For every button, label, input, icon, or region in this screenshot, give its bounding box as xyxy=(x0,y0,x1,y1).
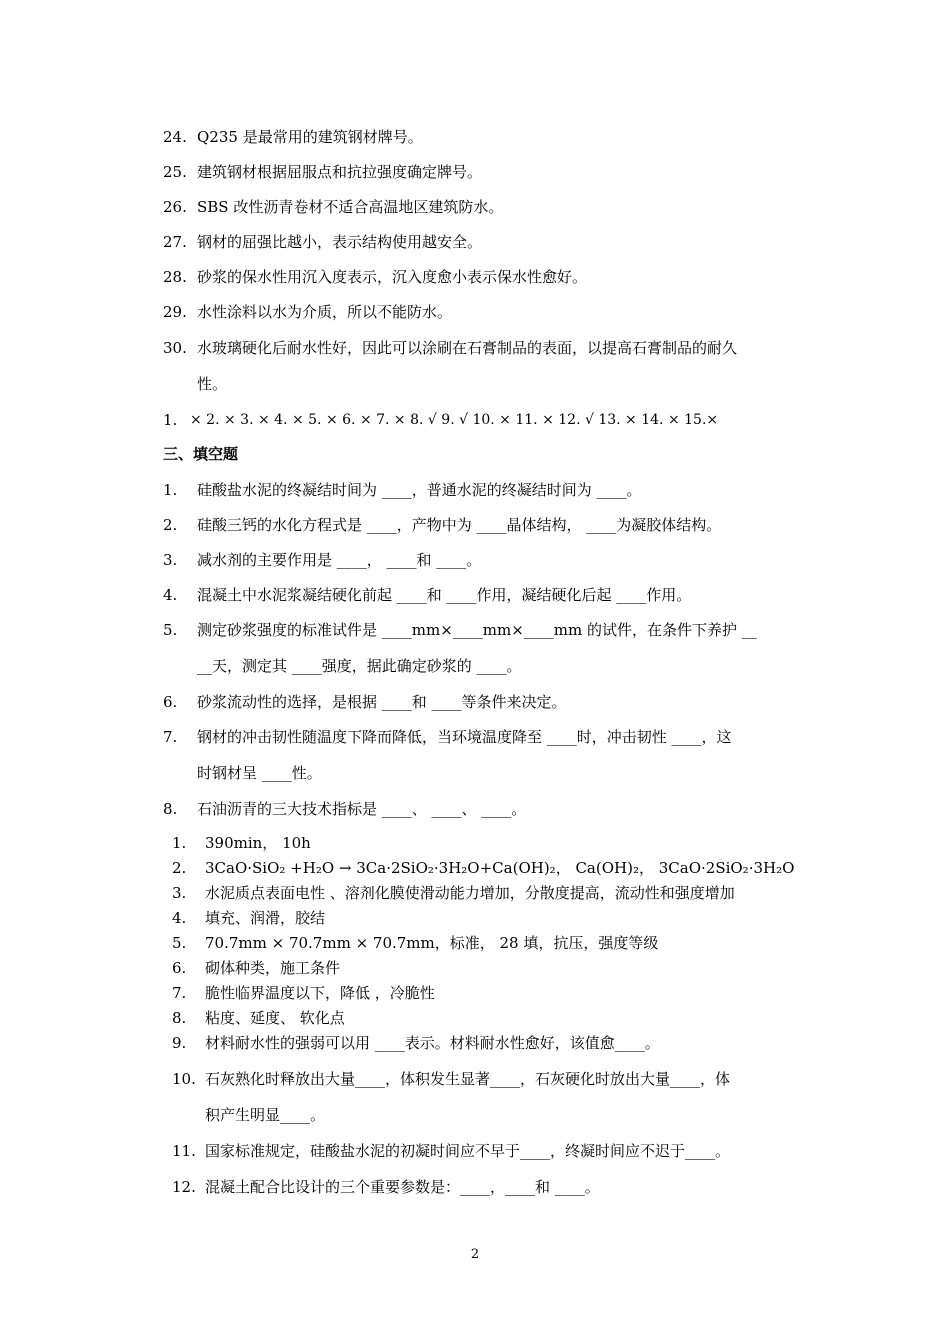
item-text: 减水剂的主要作用是 ____， ____和 ____。 xyxy=(197,551,482,569)
item-text: SBS 改性沥青卷材不适合高温地区建筑防水。 xyxy=(197,198,504,216)
item-number: 7. xyxy=(163,728,178,746)
answer-number: 1. xyxy=(172,834,187,852)
answer-text: 砌体种类，施工条件 xyxy=(205,959,341,977)
answer-text: × 2. × 3. × 4. × 5. × 6. × 7. × 8. √ 9. √ 10. × 11. × 12. √ 13. × 14. × 15.× xyxy=(190,412,719,428)
item-text: 砂浆的保水性用沉入度表示，沉入度愈小表示保水性愈好。 xyxy=(197,268,588,286)
item-number: 5. xyxy=(163,621,178,639)
answer-text: 材料耐水性的强弱可以用 ____表示。材料耐水性愈好，该值愈____。 xyxy=(205,1034,660,1052)
item-number: 29. xyxy=(163,303,187,321)
item-number: 2. xyxy=(163,516,178,534)
answer-number: 1. xyxy=(163,411,178,429)
item-text: 硅酸盐水泥的终凝结时间为 ____，普通水泥的终凝结时间为 ____。 xyxy=(197,481,642,499)
answer-number: 6. xyxy=(172,959,187,977)
item-text: 混凝土配合比设计的三个重要参数是：____，____和 ____。 xyxy=(205,1178,600,1196)
item-number: 12. xyxy=(172,1178,196,1196)
item-text-continued: __天，测定其 ____强度，据此确定砂浆的 ____。 xyxy=(197,657,522,675)
answer-text: 填充、润滑，胶结 xyxy=(205,909,326,927)
answer-text: 70.7mm × 70.7mm × 70.7mm，标准， 28 填，抗压，强度等级 xyxy=(205,934,659,952)
item-text-continued: 积产生明显____。 xyxy=(205,1106,326,1124)
item-number: 4. xyxy=(163,586,178,604)
answer-text: 水泥质点表面电性 、溶剂化膜使滑动能力增加，分散度提高，流动性和强度增加 xyxy=(205,884,735,902)
item-number: 24. xyxy=(163,128,187,146)
item-text: 建筑钢材根据屈服点和抗拉强度确定牌号。 xyxy=(197,163,483,181)
item-number: 28. xyxy=(163,268,187,286)
item-number: 8. xyxy=(163,800,178,818)
item-number: 6. xyxy=(163,693,178,711)
answer-number: 8. xyxy=(172,1009,187,1027)
item-text-continued: 性。 xyxy=(197,375,228,393)
item-text: 石油沥青的三大技术指标是 ____、 ____、 ____。 xyxy=(197,800,527,818)
item-text: 水玻璃硬化后耐水性好，因此可以涂刷在石膏制品的表面，以提高石膏制品的耐久 xyxy=(197,339,738,357)
answer-text: 粘度、延度、 软化点 xyxy=(205,1009,345,1027)
item-text: 硅酸三钙的水化方程式是 ____，产物中为 ____晶体结构， ____为凝胶体结构。 xyxy=(197,516,722,534)
answer-number: 2. xyxy=(172,859,187,877)
item-text-continued: 时钢材呈 ____性。 xyxy=(197,764,322,782)
answer-number: 4. xyxy=(172,909,187,927)
item-text: 混凝土中水泥浆凝结硬化前起 ____和 ____作用，凝结硬化后起 ____作用。 xyxy=(197,586,692,604)
item-number: 1. xyxy=(163,481,178,499)
item-text: Q235 是最常用的建筑钢材牌号。 xyxy=(197,128,423,146)
answer-number: 7. xyxy=(172,984,187,1002)
answer-number: 5. xyxy=(172,934,187,952)
page-number: 2 xyxy=(470,1247,480,1262)
item-number: 11. xyxy=(172,1142,196,1160)
item-text: 钢材的冲击韧性随温度下降而降低，当环境温度降至 ____时，冲击韧性 ____，这 xyxy=(197,728,732,746)
item-number: 30. xyxy=(163,339,187,357)
item-text: 水性涂料以水为介质，所以不能防水。 xyxy=(197,303,453,321)
answer-text: 390min， 10h xyxy=(205,834,311,852)
section-title: 三、填空题 xyxy=(163,445,239,463)
answer-text: 3CaO·SiO₂ +H₂O → 3Ca·2SiO₂·3H₂O+Ca(OH)₂， Ca(OH)₂， 3CaO·2SiO₂·3H₂O xyxy=(205,859,795,877)
answer-number: 3. xyxy=(172,884,187,902)
item-number: 26. xyxy=(163,198,187,216)
answer-text: 脆性临界温度以下，降低 ，冷脆性 xyxy=(205,984,435,1002)
item-text: 石灰熟化时释放出大量____，体积发生显著____，石灰硬化时放出大量____，体 xyxy=(205,1070,731,1088)
item-text: 测定砂浆强度的标准试件是 ____mm×____mm×____mm 的试件，在条件下养护 __ xyxy=(197,621,757,639)
item-number: 10. xyxy=(172,1070,196,1088)
answer-number: 9. xyxy=(172,1034,187,1052)
item-number: 27. xyxy=(163,233,187,251)
item-text: 国家标准规定，硅酸盐水泥的初凝时间应不早于____，终凝时间应不迟于____。 xyxy=(205,1142,731,1160)
item-text: 钢材的屈强比越小，表示结构使用越安全。 xyxy=(197,233,483,251)
item-number: 3. xyxy=(163,551,178,569)
item-number: 25. xyxy=(163,163,187,181)
item-text: 砂浆流动性的选择，是根据 ____和 ____等条件来决定。 xyxy=(197,693,567,711)
